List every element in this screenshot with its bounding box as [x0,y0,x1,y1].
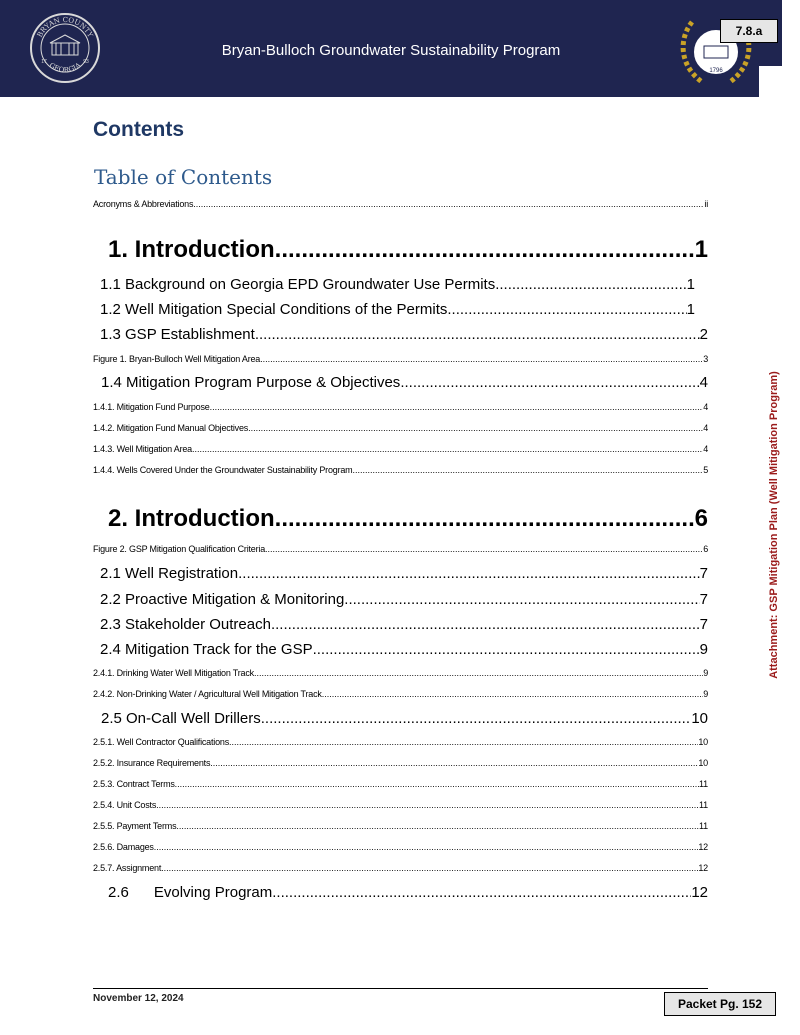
toc-entry-figure-1[interactable]: Figure 1. Bryan-Bulloch Well Mitigation Area ..... 3 [93,354,708,364]
toc-entry-1-4-3[interactable]: 1.4.3. Well Mitigation Area ..... 4 [93,444,708,454]
toc-entry-2-2[interactable]: 2.2 Proactive Mitigation & Monitoring ..... 7 [100,591,708,608]
toc-entry-1-3[interactable]: 1.3 GSP Establishment ..... 2 [100,326,708,343]
footer-divider [93,988,708,989]
header-title: Bryan-Bulloch Groundwater Sustainability Program [221,42,561,59]
toc-entry-1-4-2[interactable]: 1.4.2. Mitigation Fund Manual Objectives ..... 4 [93,423,708,433]
page-header [0,0,782,97]
toc-entry-2-5-2[interactable]: 2.5.2. Insurance Requirements ..... 10 [93,758,708,768]
toc-entry-2-1[interactable]: 2.1 Well Registration ..... 7 [100,565,708,582]
seal-right-year: 93 [83,59,89,65]
toc-entry-2-5-3[interactable]: 2.5.3. Contract Terms ..... 11 [93,779,708,789]
seal-bottom-text: GEORGIA [47,61,83,75]
toc-entry-2-4[interactable]: 2.4 Mitigation Track for the GSP ..... 9 [100,641,708,658]
toc-entry-figure-2[interactable]: Figure 2. GSP Mitigation Qualification Criteria ..... 6 [93,544,708,554]
contents-heading: Contents [93,118,184,141]
toc-entry-1-2[interactable]: 1.2 Well Mitigation Special Conditions of the Permits ..... 1 [100,301,695,318]
toc-entry-2-4-1[interactable]: 2.4.1. Drinking Water Well Mitigation Track ..... 9 [93,668,708,678]
toc-entry-1-4-4[interactable]: 1.4.4. Wells Covered Under the Groundwater Sustainability Program ..... 5 [93,465,708,475]
toc-entry-2-5[interactable]: 2.5 On-Call Well Drillers ..... 10 [101,710,708,727]
header-notch [759,66,782,97]
attachment-side-label: Attachment: GSP Mitigation Plan (Well Mitigation Program) [768,371,780,679]
toc-entry-2-5-4[interactable]: 2.5.4. Unit Costs ..... 11 [93,800,708,810]
toc-entry-1-4-1[interactable]: 1.4.1. Mitigation Fund Purpose ..... 4 [93,402,708,412]
toc-entry-2-5-1[interactable]: 2.5.1. Well Contractor Qualifications ..... 10 [93,737,708,747]
footer-date: November 12, 2024 [93,993,184,1004]
seal-year: 1796 [709,68,723,74]
toc-entry-2-5-7[interactable]: 2.5.7. Assignment ..... 12 [93,863,708,873]
toc-entry-1-introduction[interactable]: 1. Introduction ..... 1 [108,236,708,264]
seal-top-text: BRYAN COUNTY [35,15,95,39]
packet-page-label: Packet Pg. 152 [664,992,776,1016]
toc-entry-1-1[interactable]: 1.1 Background on Georgia EPD Groundwater Use Permits ..... 1 [100,276,695,293]
seal-left-year: 17 [41,59,47,65]
toc-entry-2-5-5[interactable]: 2.5.5. Payment Terms ..... 11 [93,821,708,831]
agenda-item-tag: 7.8.a [720,19,778,43]
toc-entry-2-5-6[interactable]: 2.5.6. Damages ..... 12 [93,842,708,852]
toc-entry-2-introduction[interactable]: 2. Introduction ..... 6 [108,505,708,533]
toc-entry-acronyms[interactable]: Acronyms & Abbreviations ..... ii [93,199,708,209]
toc-entry-1-4[interactable]: 1.4 Mitigation Program Purpose & Objectives ..... 4 [101,374,708,391]
toc-entry-2-4-2[interactable]: 2.4.2. Non-Drinking Water / Agricultural Well Mitigation Track ..... 9 [93,689,708,699]
toc-entry-2-3[interactable]: 2.3 Stakeholder Outreach ..... 7 [100,616,708,633]
toc-heading: Table of Contents [94,165,273,189]
toc-entry-2-6[interactable]: 2.6 Evolving Program ..... 12 [108,884,708,901]
